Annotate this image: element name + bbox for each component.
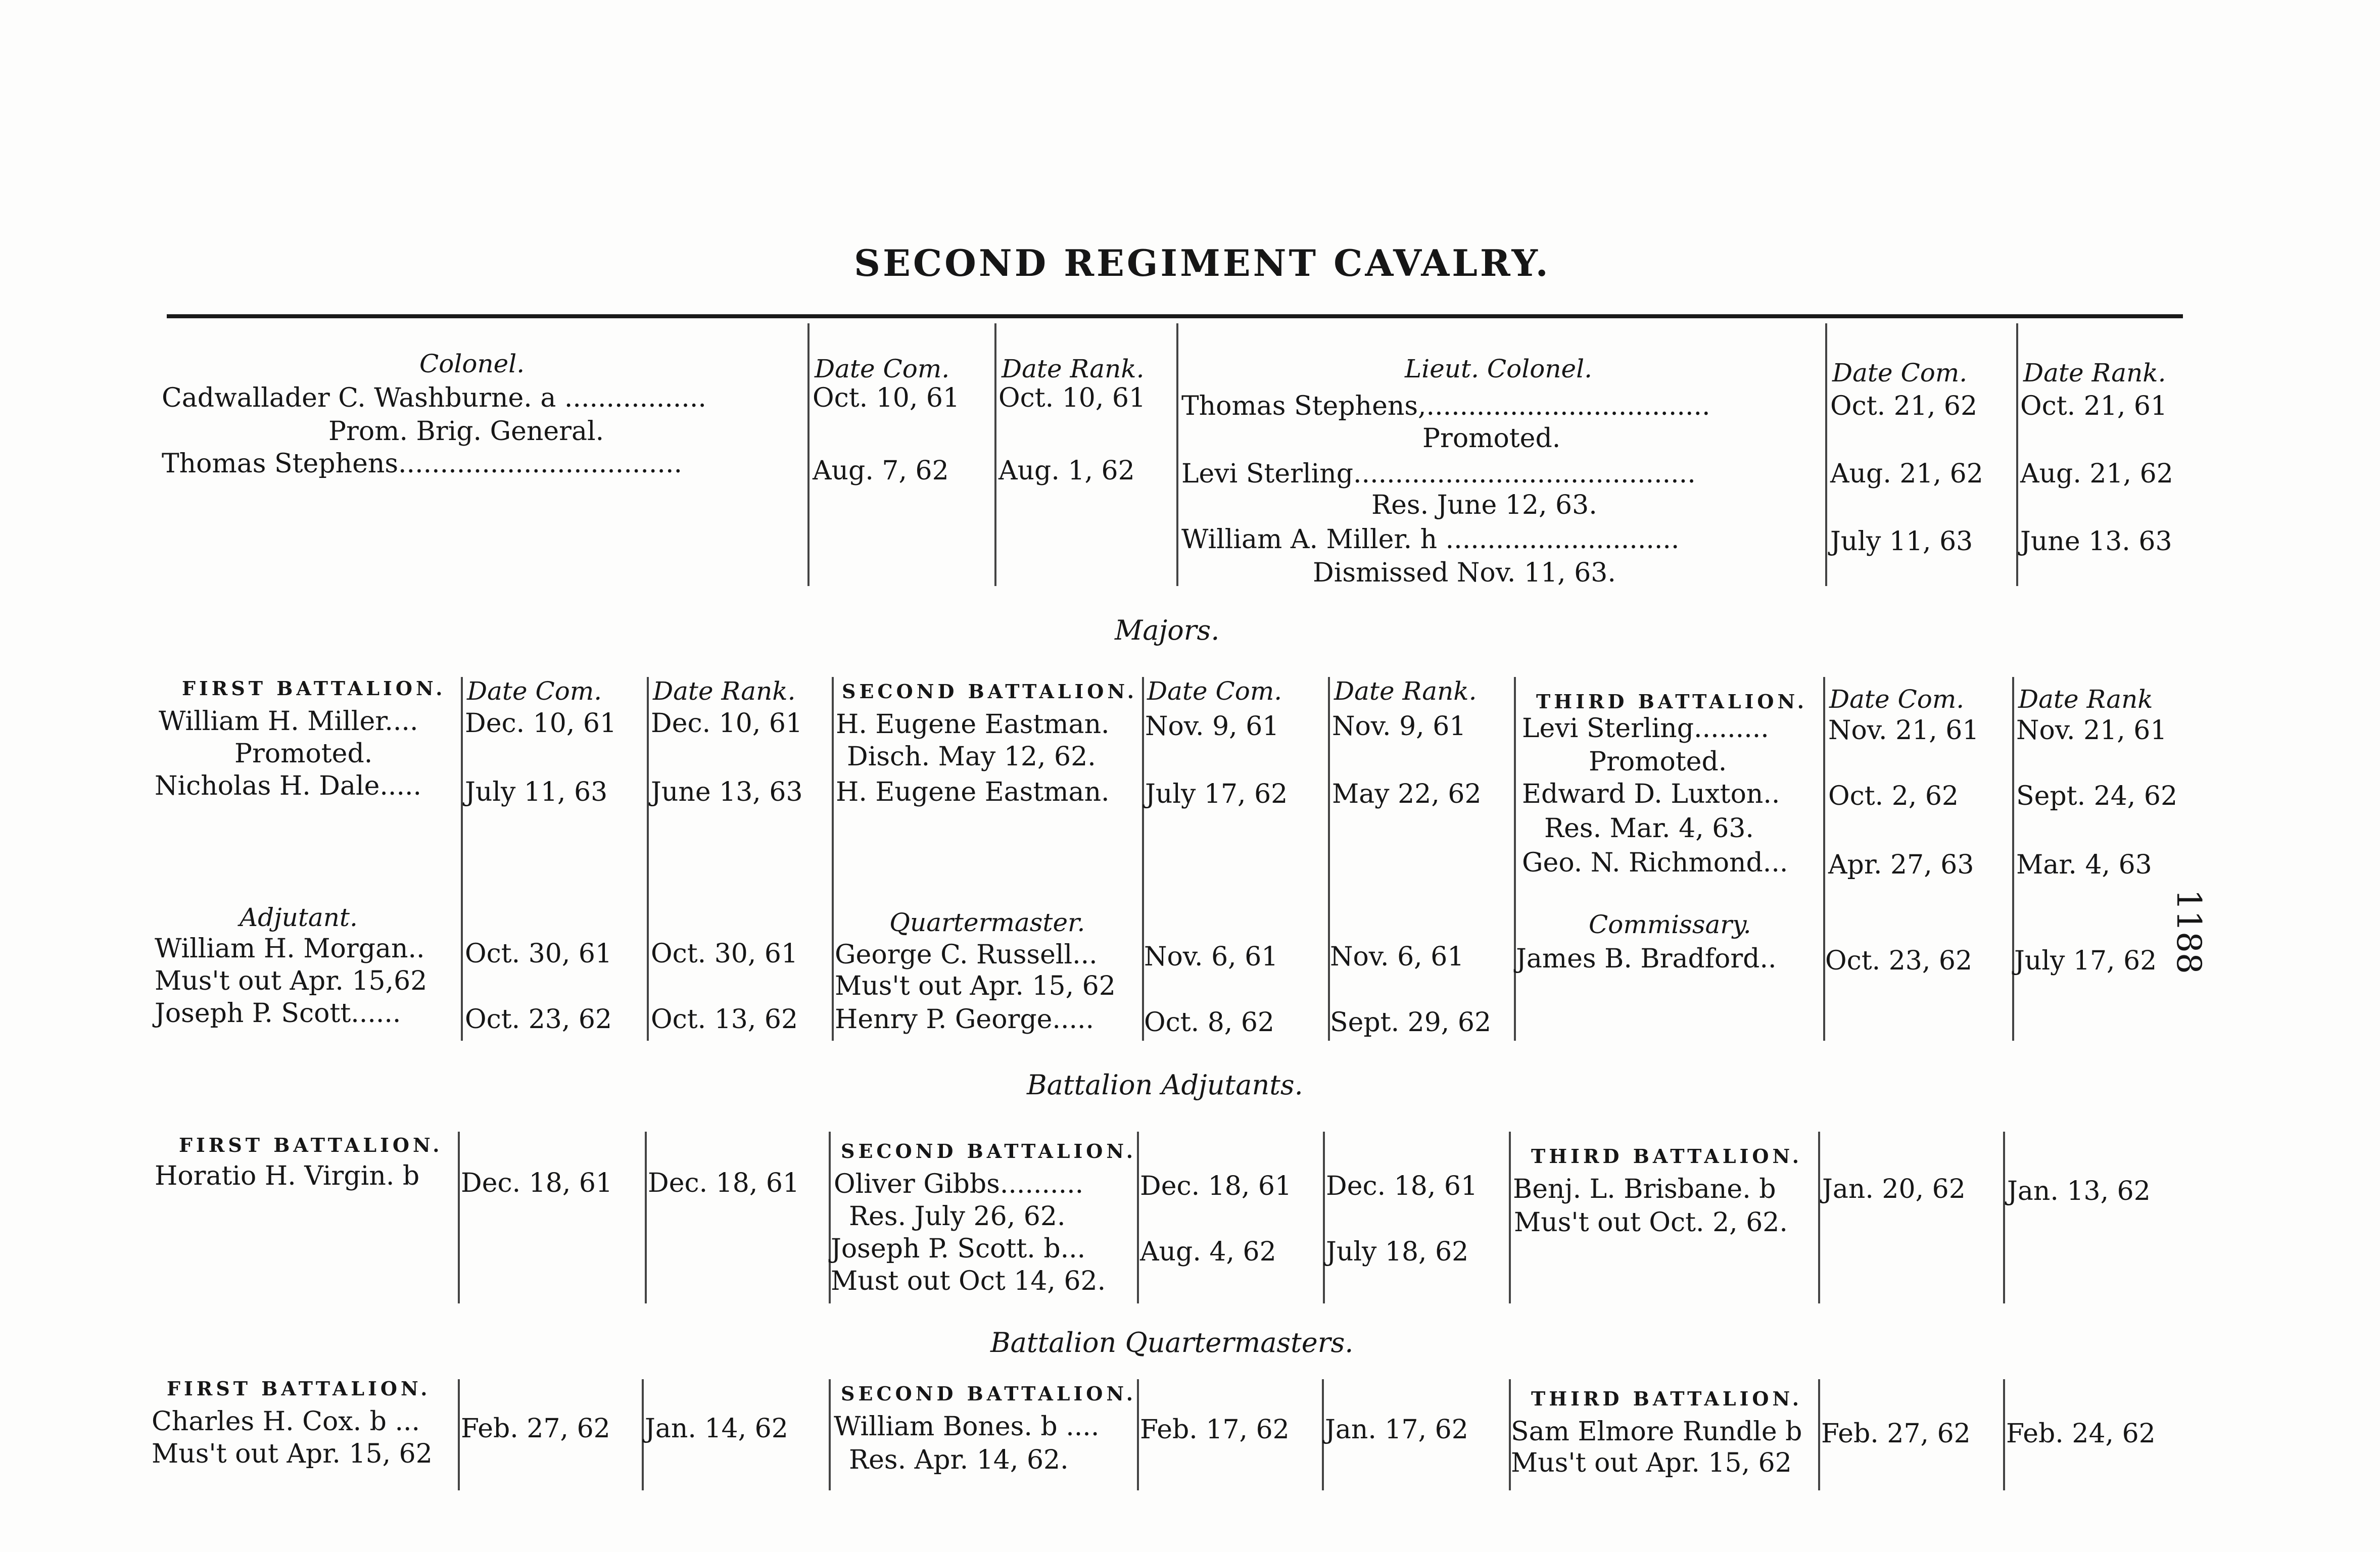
commissary-date-com: Oct. 23, 62 [1825,946,1973,976]
column-rule [1818,1379,1820,1490]
bn-adjutant-date-com: Jan. 20, 62 [1822,1174,1966,1204]
major-note: Promoted. [1589,747,1727,777]
adjutant-date-com: Oct. 23, 62 [465,1004,612,1035]
quartermaster-heading: Quartermaster. [889,908,1085,937]
bn-qm-date-com: Feb. 17, 62 [1140,1415,1290,1445]
column-rule [2016,323,2018,586]
bn-adjutant-date-com: Dec. 18, 61 [1140,1171,1292,1201]
colonel-name: Thomas Stephens.................................. [162,449,683,479]
bn-adjutant-note: Res. July 26, 62. [849,1201,1066,1232]
bn-adjutant-name: Oliver Gibbs.......... [834,1169,1084,1199]
major-date-com: July 11, 63 [465,777,608,807]
bn-adjutant-name: Horatio H. Virgin. b [155,1161,420,1191]
column-rule [458,1379,460,1490]
bn-adjutant-date-rank: July 18, 62 [1326,1237,1469,1267]
ltcol-note: Promoted. [1422,423,1561,454]
major-date-com: Nov. 21, 61 [1828,715,1979,746]
bn-qm-note: Res. Apr. 14, 62. [849,1445,1069,1475]
major-date-rank: Dec. 10, 61 [651,708,803,739]
column-rule [647,677,649,1041]
battalion-adjutants-heading: Battalion Adjutants. [1027,1069,1303,1101]
ltcol-date-rank-header: Date Rank. [2023,358,2166,387]
adjutant-heading: Adjutant. [240,903,358,932]
commissary-heading: Commissary. [1589,910,1751,939]
ltcol-date-rank: Oct. 21, 61 [2020,391,2168,421]
bn-adjutant-date-rank: Dec. 18, 61 [648,1168,800,1198]
colonel-note: Prom. Brig. General. [328,416,604,447]
major-name: H. Eugene Eastman. [836,709,1110,740]
column-rule [1823,677,1825,1041]
commissary-date-rank: July 17, 62 [2014,946,2157,976]
page-title: SECOND REGIMENT CAVALRY. [854,241,1551,284]
third-battalion-label: THIRD BATTALION. [1531,1387,1802,1410]
second-battalion-label: SECOND BATTALION. [842,680,1137,703]
major-note: Promoted. [234,739,373,769]
bn-qm-note: Mus't out Apr. 15, 62 [152,1439,433,1469]
title-rule [167,314,2183,318]
column-rule [1323,1132,1325,1303]
major-date-rank: June 13, 63 [651,777,803,807]
ltcol-date-rank: Aug. 21, 62 [2020,459,2173,489]
major-date-com: Nov. 9, 61 [1145,711,1279,742]
major-date-com: Dec. 10, 61 [465,708,617,739]
first-battalion-label: FIRST BATTALION. [179,1134,443,1156]
column-rule [1142,677,1144,1041]
column-rule [2003,1132,2005,1303]
bn-qm-note: Mus't out Apr. 15, 62 [1511,1448,1792,1478]
major-name: Edward D. Luxton.. [1522,779,1780,809]
column-rule [458,1132,460,1303]
majors-first-date-rank-header: Date Rank. [653,676,796,706]
column-rule [1137,1379,1139,1490]
column-rule [1328,677,1330,1041]
page-number: 1188 [2169,889,2208,974]
majors-third-date-rank-header: Date Rank [2018,685,2153,714]
major-date-rank: Mar. 4, 63 [2016,850,2152,880]
majors-second-date-com-header: Date Com. [1147,676,1282,706]
adjutant-name: William H. Morgan.. [155,934,425,964]
bn-qm-name: William Bones. b .... [834,1412,1100,1442]
bn-adjutant-date-com: Dec. 18, 61 [461,1168,613,1198]
major-name: Levi Sterling......... [1522,713,1769,744]
ltcol-date-com: Aug. 21, 62 [1830,459,1983,489]
major-note: Res. Mar. 4, 63. [1544,813,1754,844]
ltcol-date-rank: June 13. 63 [2020,526,2172,557]
column-rule [645,1132,647,1303]
majors-heading: Majors. [1115,614,1220,646]
bn-adjutant-note: Must out Oct 14, 62. [831,1266,1106,1296]
second-battalion-label: SECOND BATTALION. [841,1140,1136,1162]
quartermaster-name: George C. Russell... [835,940,1098,970]
major-note: Disch. May 12, 62. [847,742,1096,772]
quartermaster-note: Mus't out Apr. 15, 62 [835,971,1116,1001]
ltcol-date-com-header: Date Com. [1832,358,1968,387]
bn-qm-date-rank: Jan. 14, 62 [645,1414,788,1444]
bn-qm-date-com: Feb. 27, 62 [1821,1419,1971,1449]
column-rule [1322,1379,1324,1490]
bn-qm-date-rank: Jan. 17, 62 [1325,1415,1468,1445]
major-date-rank: Nov. 21, 61 [2016,715,2167,746]
major-date-rank: Sept. 24, 62 [2016,781,2178,811]
major-name: H. Eugene Eastman. [836,777,1110,807]
adjutant-date-rank: Oct. 30, 61 [651,939,798,969]
major-name: Geo. N. Richmond... [1522,848,1788,878]
bn-adjutant-date-rank: Jan. 13, 62 [2007,1176,2151,1206]
first-battalion-label: FIRST BATTALION. [167,1377,431,1400]
column-rule [2003,1379,2005,1490]
adjutant-note: Mus't out Apr. 15,62 [155,966,427,996]
battalion-quartermasters-heading: Battalion Quartermasters. [990,1327,1354,1359]
lieut-colonel-heading: Lieut. Colonel. [1405,354,1592,383]
commissary-name: James B. Bradford.. [1516,944,1777,974]
colonel-date-rank: Oct. 10, 61 [998,383,1146,413]
quartermaster-date-com: Nov. 6, 61 [1144,942,1278,972]
bn-qm-date-rank: Feb. 24, 62 [2006,1419,2156,1449]
column-rule [832,677,834,1041]
bn-adjutant-name: Benj. L. Brisbane. b [1513,1174,1776,1204]
bn-adjutant-note: Mus't out Oct. 2, 62. [1514,1207,1788,1238]
bn-adjutant-date-com: Aug. 4, 62 [1140,1237,1276,1267]
ltcol-note: Dismissed Nov. 11, 63. [1313,558,1616,588]
ltcol-name: Levi Sterling......................................... [1181,459,1696,489]
major-name: William H. Miller.... [159,706,418,737]
bn-qm-date-com: Feb. 27, 62 [461,1414,610,1444]
ltcol-date-com: Oct. 21, 62 [1830,391,1978,421]
colonel-date-rank: Aug. 1, 62 [998,456,1135,486]
major-name: Nicholas H. Dale..... [155,771,422,801]
column-rule [1137,1132,1139,1303]
colonel-heading: Colonel. [419,349,525,378]
colonel-date-rank-header: Date Rank. [1002,354,1145,383]
adjutant-name: Joseph P. Scott...... [155,998,401,1029]
adjutant-date-com: Oct. 30, 61 [465,939,612,969]
column-rule [461,677,463,1041]
major-date-com: Oct. 2, 62 [1828,781,1959,811]
third-battalion-label: THIRD BATTALION. [1536,690,1807,713]
column-rule [1818,1132,1820,1303]
ltcol-note: Res. June 12, 63. [1371,490,1597,520]
bn-qm-name: Charles H. Cox. b ... [152,1406,420,1437]
major-date-rank: Nov. 9, 61 [1332,711,1466,742]
major-date-com: July 17, 62 [1145,779,1288,809]
column-rule [807,323,810,586]
major-date-rank: May 22, 62 [1332,779,1482,809]
quartermaster-date-com: Oct. 8, 62 [1144,1007,1275,1038]
second-battalion-label: SECOND BATTALION. [841,1382,1136,1405]
bn-adjutant-name: Joseph P. Scott. b... [831,1234,1086,1264]
third-battalion-label: THIRD BATTALION. [1531,1145,1802,1168]
colonel-date-com-header: Date Com. [815,354,950,383]
adjutant-date-rank: Oct. 13, 62 [651,1004,798,1035]
colonel-date-com: Oct. 10, 61 [813,383,960,413]
column-rule [642,1379,644,1490]
column-rule [994,323,996,586]
column-rule [1825,323,1827,586]
ltcol-date-com: July 11, 63 [1830,526,1973,557]
column-rule [829,1379,831,1490]
ltcol-name: Thomas Stephens,.................................. [1181,391,1710,421]
ltcol-name: William A. Miller. h ............................ [1181,524,1680,555]
major-date-com: Apr. 27, 63 [1828,850,1974,880]
first-battalion-label: FIRST BATTALION. [182,677,446,700]
bn-adjutant-date-rank: Dec. 18, 61 [1326,1171,1478,1201]
colonel-name: Cadwallader C. Washburne. a ................. [162,383,706,413]
majors-second-date-rank-header: Date Rank. [1334,676,1477,706]
majors-first-date-com-header: Date Com. [467,676,602,706]
majors-third-date-com-header: Date Com. [1829,685,1965,714]
quartermaster-date-rank: Sept. 29, 62 [1330,1007,1492,1038]
column-rule [1514,677,1516,1041]
quartermaster-name: Henry P. George..... [835,1004,1094,1035]
column-rule [1176,323,1178,586]
quartermaster-date-rank: Nov. 6, 61 [1330,942,1464,972]
column-rule [2012,677,2014,1041]
column-rule [1509,1132,1511,1303]
colonel-date-com: Aug. 7, 62 [813,456,949,486]
bn-qm-name: Sam Elmore Rundle b [1511,1417,1802,1447]
